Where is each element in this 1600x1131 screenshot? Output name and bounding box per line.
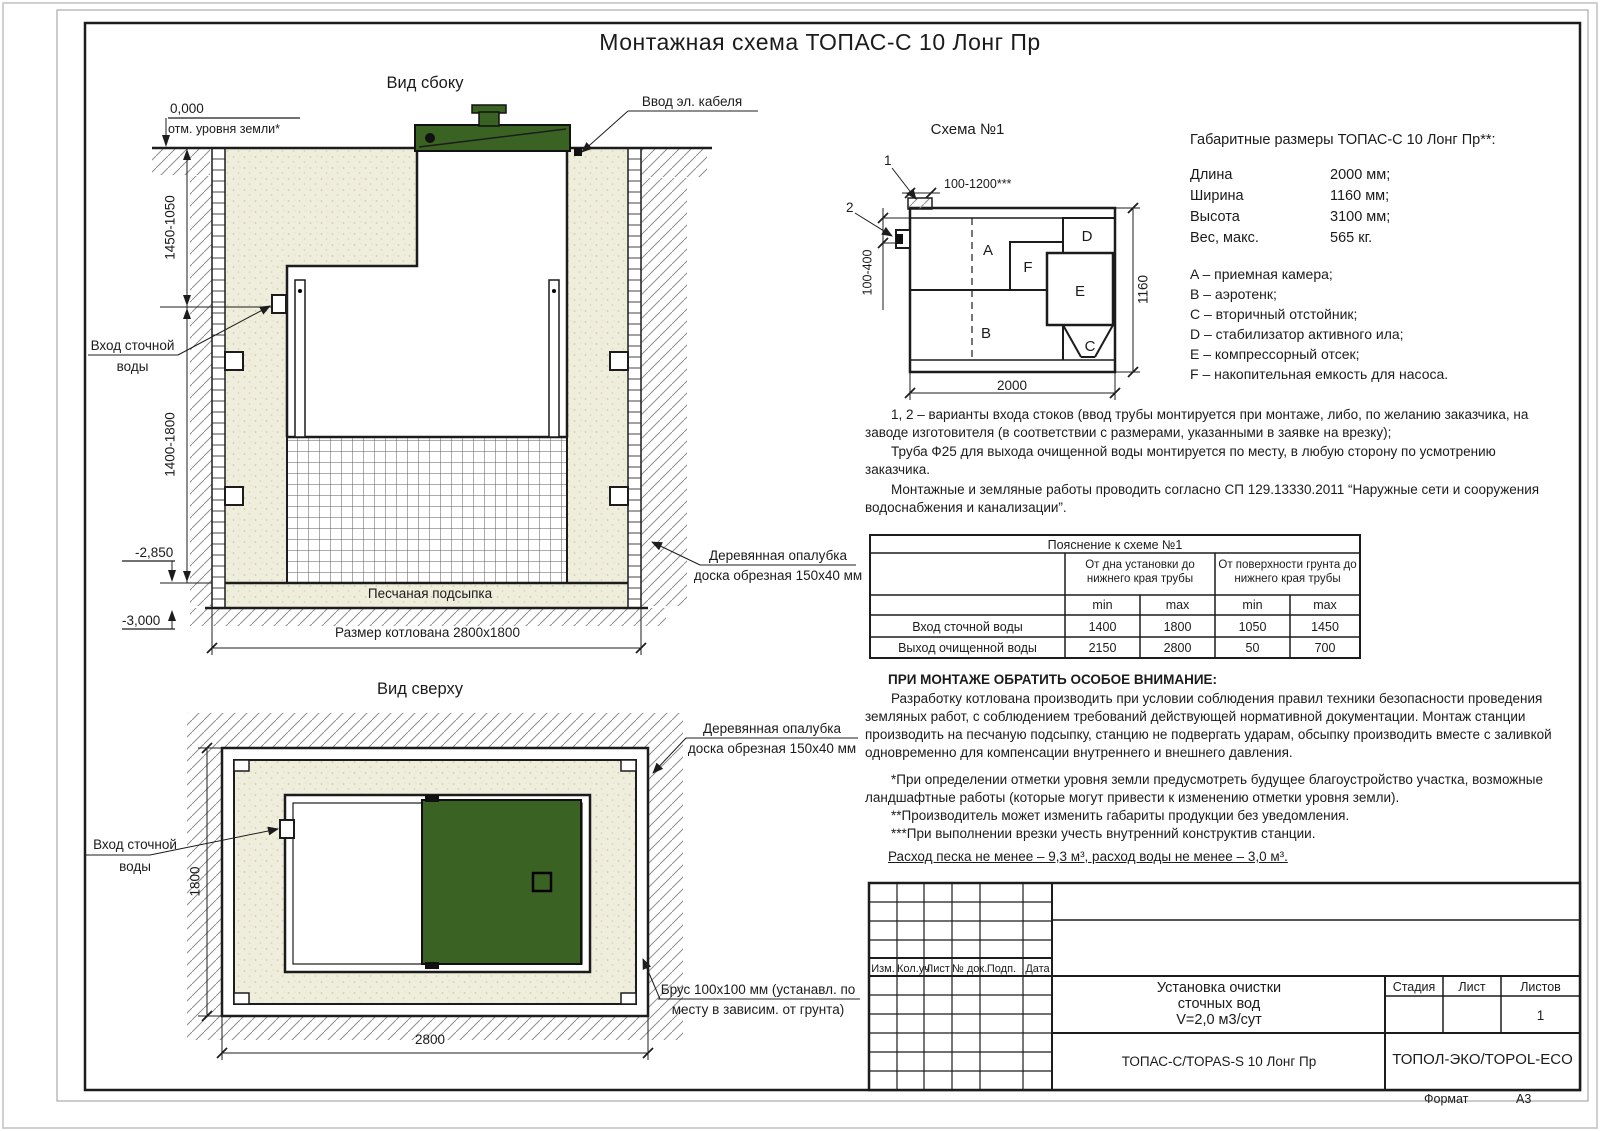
rev-header: Кол.уч — [897, 963, 930, 975]
rev-header: Изм. — [871, 963, 895, 975]
table-cell: 700 — [1314, 641, 1336, 655]
format-value: А3 — [1516, 1092, 1532, 1106]
table-cell: 2150 — [1088, 641, 1117, 655]
spec-value: 1160 мм; — [1330, 188, 1390, 204]
consumption-note: Расход песка не менее – 9,3 м³, расход воды не менее – 3,0 м³. — [888, 849, 1288, 864]
table-title: Пояснение к схеме №1 — [1047, 538, 1183, 552]
format-label: Формат — [1424, 1092, 1469, 1106]
table-cell: 50 — [1245, 641, 1260, 655]
stage-label: Стадия — [1392, 980, 1436, 994]
attention-body: Разработку котлована производить при условии соблюдения правил техники безопасности проведения земляных работ, с соблюдением требований действующей нормативной документации. Монтаж станции производить на песчаную подсыпку, станцию не подвергать ударам, обсыпку производить вместе с заливкой одновременно для компенсации внутреннего и внешнего давления. — [865, 691, 1552, 760]
note-pipe: Труба Ф25 для выхода очищенной воды монтируется по месту, в любую сторону по усмотрению заказчика. — [865, 444, 1496, 477]
top-inlet-label-2: воды — [119, 859, 151, 874]
top-dim-width: 2800 — [414, 1032, 446, 1047]
rev-header: Лист — [926, 963, 950, 975]
table-max: max — [1165, 598, 1190, 612]
table-group-2: От поверхности грунта до нижнего края трубы — [1218, 559, 1357, 585]
beam-label-1: Брус 100х100 мм (устанавл. по — [660, 982, 856, 997]
dim-upper: 1450-1050 — [162, 195, 178, 260]
page-title: Монтажная схема ТОПАС-С 10 Лонг Пр — [599, 29, 1041, 55]
spec-value: 565 кг. — [1330, 230, 1373, 246]
sheets-label: Листов — [1520, 980, 1561, 994]
product-name: ТОПАС-С/TOPAS-S 10 Лонг Пр — [1121, 1054, 1317, 1069]
top-formwork-label-2: доска обрезная 150х40 мм — [687, 741, 857, 756]
spec-value: 2000 мм; — [1330, 167, 1391, 183]
doc-title-line: V=2,0 м3/сут — [1176, 1012, 1262, 1028]
sheets-value: 1 — [1536, 1008, 1545, 1023]
footnote-2: **Производитель может изменить габариты продукции без уведомления. — [891, 808, 1350, 823]
doc-title-line: Установка очистки — [1156, 980, 1282, 996]
sheet-label: Лист — [1458, 980, 1486, 994]
zero-mark: 0,000 — [170, 101, 204, 116]
pit-size-label: Размер котлована 2800х1800 — [335, 625, 520, 640]
table-cell: 1800 — [1163, 620, 1192, 634]
compartment-b: B — [980, 325, 991, 342]
top-formwork-label-1: Деревянная опалубка — [702, 721, 842, 736]
schema-dim-top: 100-1200*** — [944, 177, 1012, 191]
table-cell: 1400 — [1088, 620, 1117, 634]
beam-label-2: месту в зависим. от грунта) — [671, 1002, 845, 1017]
compartment-e: E — [1074, 283, 1085, 300]
table-row-label: Вход сточной воды — [912, 620, 1023, 634]
top-dim-height: 1800 — [187, 866, 203, 897]
table-min: min — [1242, 598, 1263, 612]
compartment-d: D — [1081, 228, 1093, 245]
doc-title-line: сточных вод — [1177, 996, 1261, 1012]
level-mid: -2,850 — [135, 545, 174, 560]
side-inlet-label-1: Вход сточной — [90, 338, 175, 353]
side-formwork-label-2: доска обрезная 150х40 мм — [693, 568, 863, 583]
table-cell: 1450 — [1311, 620, 1339, 634]
table-group-1: От дна установки до нижнего края трубы — [1085, 559, 1195, 585]
spec-label: Ширина — [1190, 188, 1244, 204]
table-min: min — [1092, 598, 1113, 612]
side-formwork-label-1: Деревянная опалубка — [708, 548, 848, 563]
attention-title: ПРИ МОНТАЖЕ ОБРАТИТЬ ОСОБОЕ ВНИМАНИЕ: — [888, 672, 1218, 687]
compartment-a: A — [982, 242, 993, 259]
spec-label: Длина — [1190, 167, 1233, 183]
schema-title: Схема №1 — [930, 121, 1005, 138]
schema-linework — [855, 168, 1140, 400]
cable-entry-label: Ввод эл. кабеля — [641, 94, 743, 109]
rev-header: Подп. — [986, 963, 1017, 975]
rev-header: Дата — [1025, 963, 1050, 975]
sand-bed-label: Песчаная подсыпка — [367, 586, 493, 601]
table-max: max — [1313, 598, 1337, 612]
legend-item: A – приемная камера; — [1190, 266, 1333, 282]
footnote-1: *При определении отметки уровня земли предусмотреть будущее благоустройство участка, возможные ландшафтные работы (которые могут привести к изменению отметки уровня земли). — [865, 772, 1544, 805]
dim-lower: 1400-1800 — [162, 412, 178, 477]
table-cell: 2800 — [1163, 641, 1192, 655]
rev-header: № док. — [952, 963, 988, 975]
schema-callout-2: 2 — [846, 200, 854, 215]
legend-item: C – вторичный отстойник; — [1190, 306, 1358, 322]
spec-label: Вес, макс. — [1190, 230, 1259, 246]
side-view-label: Вид сбоку — [386, 74, 464, 92]
note-variants: 1, 2 – варианты входа стоков (ввод трубы монтируется при монтаже, либо, по желанию заказчика, на заводе изготовителя (в соответствии с размерами, указанными в заявке на врезку); — [865, 407, 1529, 440]
legend-item: B – аэротенк; — [1190, 286, 1277, 302]
schema-dim-right: 1160 — [1135, 274, 1151, 305]
table-cell: 1050 — [1238, 620, 1267, 634]
schema-dim-bottom: 2000 — [996, 378, 1028, 393]
level-bottom: -3,000 — [122, 613, 161, 628]
schema-dim-left: 100-400 — [860, 249, 875, 296]
compartment-f: F — [1023, 259, 1033, 276]
legend-item: E – компрессорный отсек; — [1190, 346, 1360, 362]
top-view-label: Вид сверху — [377, 680, 463, 698]
legend-item: D – стабилизатор активного ила; — [1190, 326, 1404, 342]
note-sp: Монтажные и земляные работы проводить согласно СП 129.13330.2011 “Наружные сети и сооружения водоснабжения и канализации”. — [865, 482, 1540, 515]
company-name: ТОПОЛ-ЭКО/TOPOL-ECO — [1392, 1051, 1573, 1068]
spec-label: Высота — [1190, 209, 1240, 225]
specs-header: Габаритные размеры ТОПАС-С 10 Лонг Пр**: — [1190, 132, 1496, 148]
zero-caption: отм. уровня земли* — [168, 122, 281, 136]
footnote-3: ***При выполнении врезки учесть внутренний конструктив станции. — [891, 826, 1316, 841]
side-inlet-label-2: воды — [116, 359, 149, 374]
table-row-label: Выход очищенной воды — [898, 641, 1037, 655]
schema-callout-1: 1 — [884, 153, 892, 168]
spec-value: 3100 мм; — [1330, 209, 1391, 225]
legend-item: F – накопительная емкость для насоса. — [1190, 366, 1449, 382]
top-inlet-label-1: Вход сточной — [93, 837, 177, 852]
compartment-c: C — [1084, 338, 1096, 355]
